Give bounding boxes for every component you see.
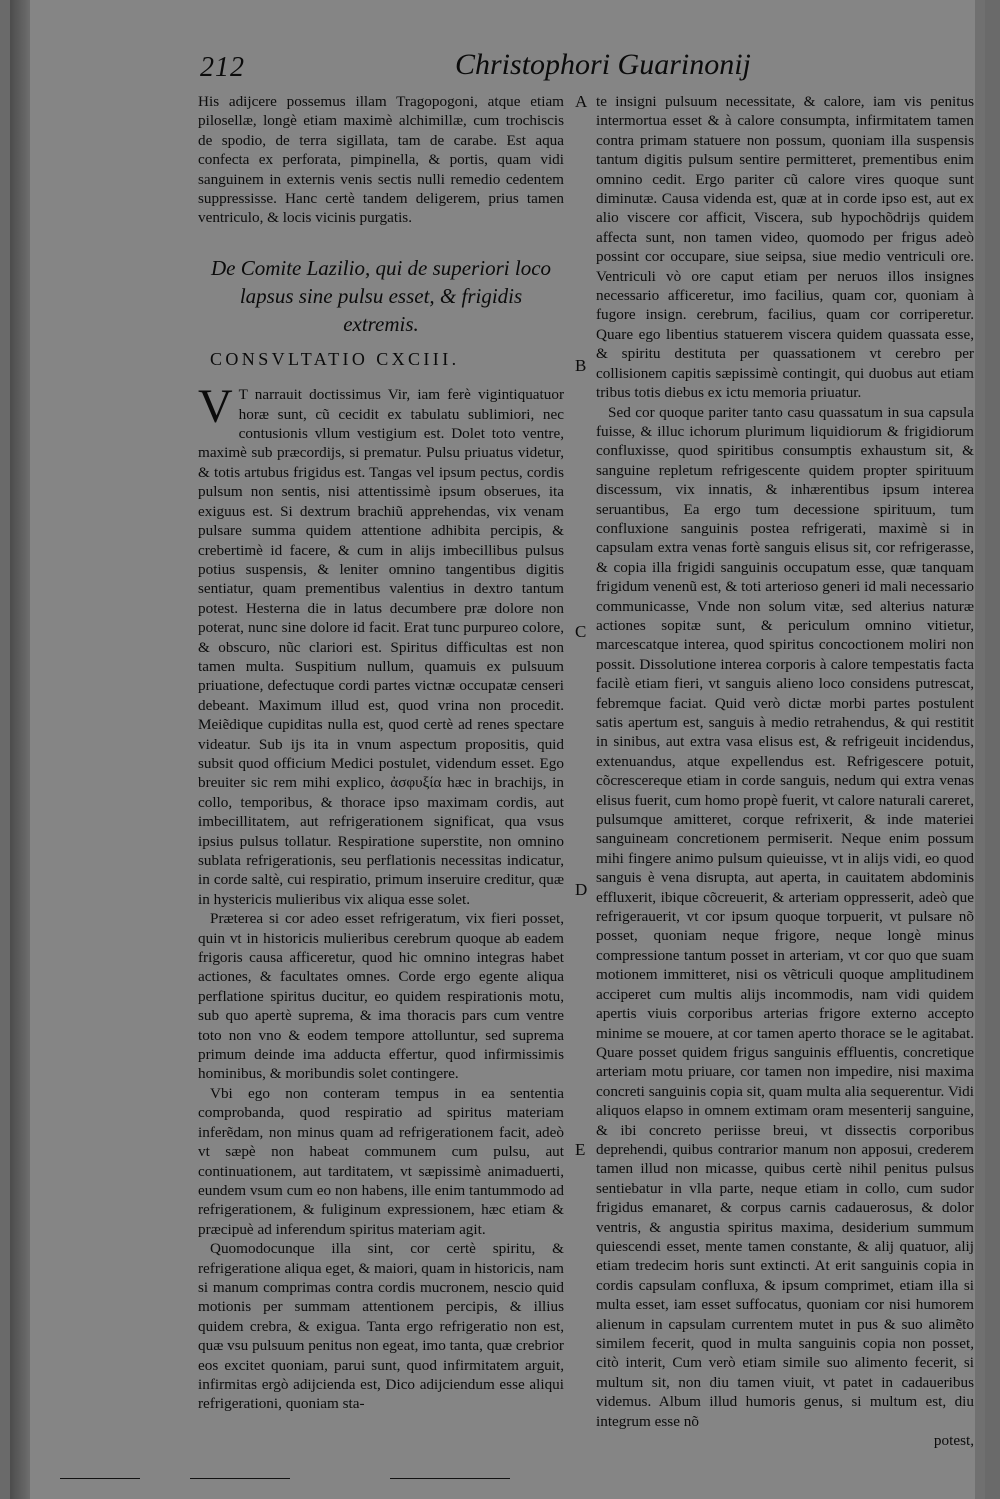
paragraph-3: Vbi ego non conteram tempus in ea sententia comprobanda, quod respiratio ad spiritus materiam inferẽdam, non minus quam ad refrigerationem facit, adeò vt sæpè non habeat communem cum pulsu, aut continuationem, aut tarditatem, vt sæpissimè animaduerti, eundem vsum cum eo non habens, ille enim tantummodo ad refrigerationem, & fuliginum expressionem, hæc etiam & præcipuè ad inferendum spiritus materiam agit. — [198, 1084, 564, 1238]
bottom-edge-rules — [60, 1470, 620, 1490]
edge-rule-3 — [390, 1478, 510, 1479]
running-title: Christophori Guarinonij — [455, 48, 751, 81]
case-heading: De Comite Lazilio, qui de superiori loco lapsus sine pulsu esset, & frigidis extremis. — [210, 255, 552, 336]
edge-rule-2 — [190, 1478, 290, 1479]
drop-cap: V — [198, 380, 233, 434]
page-edge-right — [975, 0, 985, 1499]
margin-letter-c: C — [575, 622, 587, 641]
margin-letter-b: B — [575, 356, 587, 375]
page-number: 212 — [200, 52, 245, 83]
consultation-title: CONSVLTATIO CXCIII. — [210, 348, 460, 369]
page-gutter-left — [10, 0, 30, 1499]
margin-letter-a: A — [575, 92, 588, 111]
margin-letter-d: D — [575, 880, 588, 899]
paragraph-1-text: T narrauit doctissimus Vir, iam ferè vigintiquatuor horæ sunt, cũ cecidit ex tabulatu sublimiori, nec contusionis vllum vestigium est. Dolet toto ventre, maximè sub præcordijs, si prematur. Pulsu priuatus videtur, & totis artubus frigidus est. Tangas vel ipsum pectus, cordis pulsum non sentis, nisi attentissimè ipsum obserues, ita exiguus est. Si dextrum brachiũ apprehendas, vix venam pulsare summa quidem attentione adhibita percipis, & crebertimè id facere, & cum in alijs imbecillibus pulsus potius suspensis, & leniter omnino tangentibus digitis sentiatur, quam prementibus valentius in dextro tantum potest. Hesterna die in latus decumbere præ dolore non poterat, nunc sine dolore id facit. Erat tunc purpureo colore, & obscuro, nũc clariori est. Spiritus difficultas est non tamen multa. Suspitium nullum, quamuis ex pulsuum priuatione, defectuque cordi partes victnæ occupatæ censeri debeant. Maximum illud est, quod vrina non procedit. Meiẽdique cupiditas nulla est, quod certè ad renes spectare videatur. Sub ijs ita in vnum aspectum propositis, quid subsit quod officium Medici postulet, videndum esset. Ego breuiter sic rem mihi explico, ἀσφυξία hæc in brachijs, in collo, temporibus, & thorace ipso maximam cordis, aut imbecillitatem, aut refrigerationem significat, qua vsus ipsius pulsus tollatur. Respiratione superstite, non omnino sublata refrigerationis, seu perflationis necessitas indicatur, in corde saltè, cui respiratio, primum inseruire creditur, quæ in hystericis mulieribus vix aliqua esse solet. — [198, 386, 564, 908]
right-column — [596, 92, 974, 1450]
intro-paragraph: His adijcere possemus illam Tragopogoni, atque etiam pilosellæ, longè etiam maximè alchimillæ, cum trochiscis de spodio, de terra sigillata, tam de carabe. Est aqua confecta ex perforata, pimpinella, & portis, quam vidi sanguinem in externis venis sectis nulli remedio cedentem suppressisse. Hanc certè tandem deligerem, prius tamen ventriculo, & locis vicinis purgatis. — [198, 93, 564, 227]
margin-letter-e: E — [575, 1140, 586, 1159]
paragraph-1 — [198, 380, 564, 909]
edge-rule-1 — [60, 1478, 140, 1479]
right-paragraph-2: Sed cor quoque pariter tanto casu quassatum in sua capsula fuisse, & illuc ichorum plurimum liquidiorum & frigidiorum confluxisse, quod spiritibus consumptis exhaustum sit, & sanguine repletum refrigescente quidem propter spirituum discessum, vix innatis, & inhærentibus ipsum interea seruantibus, Ea ergo tum decessione spirituum, tum confluxione sanguinis postea refrigerati, maximè si in capsulam extra venas fortè sanguis elisus sit, cor refrigerasse, & copia illa frigidi sanguinis occupatum esse, quæ tanquam frigidum venenũ est, & toti arterioso generi id mali necessario communicasse, Vnde non solum vitæ, sed alterius naturæ actiones sopitæ sunt, & periculum omnino vitietur, marcescatque interea, quod spiritus concoctionem moliri non possit. Dissolutione interea corporis à calore tempestatis facta facilè etiam fieri, vt sanguis alieno loco considens putrescat, febremque faciat. Quid verò dictæ morbi partes postulent satis apertum est, sanguis à medio retrahendus, & qui restitit in sinibus, aut extra vasa elisus est, & refrigeuit incidendus, extenuandus, atque expellendus est. Refrigescere potuit, cõcrescereque etiam in corde sanguis, nedum qui extra venas elisus fuerit, cum homo propè fuerit, vt calore naturali careret, pulsumque amitteret, corque refrixerit, & inde materiei sanguineam concretionem permiserit. Neque enim possum mihi fingere animo pulsum quieuisse, vt in alijs vidi, eo quod sanguis è vena disrupta, aut aperta, in cauitatem abdominis effluxerit, ibique cõcreuerit, & arteriam oppresserit, adeò que refrigerauerit, vt cor ipsum quoque torpuerit, vt pulsare nõ posset, quoniam neque frigore, neque longè minus compressione tantum posset in arteriam, vt cor quo que suam motionem immitteret, nisi os vẽtriculi quoque amplitudinem acciperet cum multis alijs incommodis, nam vidi quidem apertis viuis corporibus arterias frigore externo accepto minime se mouere, at cor tamen aperto thorace se le agitabat. Quare posset quidem frigus sanguinis effluentis, concretique arteriam motu priuare, cor tamen non impedire, nisi maxima concreti sanguinis copia sit, quam multa alia sequerentur. Vidi aliquos elapso in omnem extimam oram mesenterij sanguine, & ibi concreto periisse breui, vt dissectis corporibus deprehendi, quibus contrarior manum non apposui, crederem tamen illud non micasse, quibus certè nihil penitus pulsus sentiebatur in vlla parte, neque etiam in collo, cum sudor frigidus emanaret, & corpus carnis cadauerosus, & dolor ventris, & angustia spiritus maxima, desiderium summum quiescendi esset, mente tamen constante, & alij quatuor, alij etiam tredecim horis sunt extincti. At erit sanguinis copia in cordis capsulam confluxa, & ipsum comprimet, etiam illa si multa esset, iam esset suffocatus, quoniam cor nisi humorem alienum in capsulam currentem mutet in pus & suo alimẽto similem fecerit, quod in multa sanguinis copia non posset, citò interit, Cum verò etiam simile suo alimento fecerit, si multum sit, non diu tamen viuit, vt patet in cadaueribus videmus. Album illud humoris genus, si multum est, diu integrum esse nõ — [596, 403, 974, 1430]
left-column — [198, 92, 564, 1414]
paragraph-2: Præterea si cor adeo esset refrigeratum, vix fieri posset, quin vt in historicis mulieribus cerebrum quoque ab eadem frigoris causa afficeretur, quod hic omnino integras habet actiones, & facultates omnes. Corde ergo egente aliqua perflatione spiritus ducitur, eo quidem respirationis motu, sub quo apertè suprema, & ima thoracis pars cum ventre toto non vno & eodem tempore attolluntur, sed suprema primum deinde ima adducta effertur, quod infirmissimis hominibus, & moribundis solet contingere. — [198, 910, 564, 1083]
catchword: potest, — [933, 1432, 974, 1450]
right-paragraph-1: te insigni pulsuum necessitate, & calore, iam vis penitus intermortua esset & à calore consumpta, infirmitatem tamen contra primam statuere non possum, quoniam illa suspensis tantum digitis pulsum sentire permitteret, prementibus enim omnino cedit. Ergo pariter cũ calore vires quoque sunt diminutæ. Causa videnda est, quæ at in corde ipso est, aut ex alio viscere cor afficit, Viscera, sub hypochõdrijs quidem affecta sunt, non tamen video, quomodo per frigus adeò possint cor occupare, siue seipsa, siue medio ventriculi ore. Ventriculi vò ore caput etiam per neruos illos insignes necessario afficeretur, imo facilius, quam cor, quoniam à fugore insign. cerebrum, facilius, quam cor corriperetur. Quare ego libentius statuerem viscera quidem quassata esse, & spiritu destituta per quassationem vt cerebro per collisionem capitis sæpissimè contingit, qui duobus aut etiam tribus totis diebus ex ictu memoria priuatur. — [596, 93, 974, 402]
paragraph-4: Quomodocunque illa sint, cor certè spiritu, & refrigeratione aliqua eget, & maiori, quam in historicis, nam si manum comprimas contra cordis mucronem, nescio quid motionis per summam attentionem percipis, & illius quidem crebra, & exigua. Tanta ergo refrigeratio non est, quæ vsu pulsuum penitus non egeat, imo tanta, quæ crebrior eos excitet quoniam, parui sunt, quod infirmitatem arguit, infirmitas ergò adijcienda est, Dico adijciendum esse aliqui refrigerationi, quoniam sta- — [198, 1240, 564, 1413]
page-header — [200, 48, 751, 92]
